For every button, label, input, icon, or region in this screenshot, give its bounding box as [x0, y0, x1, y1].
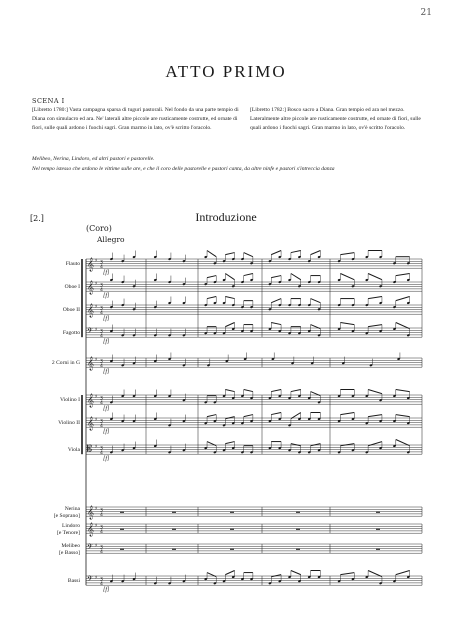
- whole-rest: [230, 549, 234, 550]
- key-signature: ♯: [95, 444, 98, 450]
- note-beam: [225, 253, 234, 255]
- time-signature: 4: [100, 364, 103, 369]
- note-beam: [368, 297, 382, 299]
- note-beam: [340, 444, 354, 446]
- scene-heading: SCENA I: [32, 97, 65, 105]
- time-signature: 3: [100, 446, 103, 452]
- time-signature: 4: [100, 334, 103, 339]
- time-signature: 3: [100, 577, 103, 583]
- note-beam: [207, 415, 216, 417]
- note-beam: [244, 415, 253, 417]
- act-title: ATTO PRIMO: [165, 62, 287, 81]
- instrument-name: Violino I: [59, 397, 80, 403]
- whole-rest: [120, 549, 124, 550]
- note-beam: [396, 571, 410, 575]
- piece-title: Introduzione: [195, 210, 257, 224]
- voice-type: [e Tenore]: [57, 530, 80, 536]
- time-signature: 4: [100, 265, 103, 270]
- key-signature: ♯: [95, 357, 98, 363]
- clef-symbol: 𝄞: [87, 302, 95, 317]
- voice-type: [e Soprano]: [53, 513, 80, 519]
- cast-list: Melibeo, Nerina, Lindoro, ed altri pastori e pastorelle.: [32, 156, 155, 162]
- key-signature: ♯: [95, 417, 98, 423]
- clef-symbol: 𝄞: [87, 355, 95, 370]
- time-signature: 3: [100, 419, 103, 425]
- key-signature: ♯: [95, 543, 98, 549]
- note-beam: [271, 251, 281, 255]
- note-beam: [291, 444, 301, 446]
- whole-rest: [376, 512, 380, 513]
- instrument-name: Lindoro: [61, 523, 80, 529]
- note-beam: [225, 297, 234, 299]
- time-signature: 3: [100, 508, 103, 514]
- instrument-name: Nerina: [64, 506, 80, 512]
- dynamic-forte: [f]: [103, 406, 110, 412]
- note-beam: [244, 390, 253, 392]
- note-beam: [311, 299, 321, 303]
- instrument-name: Bassi: [67, 578, 80, 584]
- instrument-name: Viola: [67, 447, 80, 453]
- note-beam: [368, 325, 382, 327]
- dynamic-forte: [f]: [103, 429, 110, 435]
- key-signature: ♯: [95, 327, 98, 333]
- clef-symbol: 𝄞: [87, 415, 95, 430]
- dynamic-forte: [f]: [103, 316, 110, 322]
- time-signature: 3: [100, 306, 103, 312]
- dynamic-forte: [f]: [103, 270, 110, 276]
- clef-symbol: 𝄞: [87, 279, 95, 294]
- time-signature: 4: [100, 530, 103, 535]
- note-beam: [271, 323, 281, 325]
- note-beam: [225, 390, 234, 392]
- clef-symbol: 𝄢: [87, 543, 93, 554]
- dynamic-forte: [f]: [103, 293, 110, 299]
- time-signature: 3: [100, 396, 103, 402]
- time-signature: 4: [100, 550, 103, 555]
- time-signature: 3: [100, 283, 103, 289]
- note-beam: [244, 253, 253, 257]
- note-beam: [271, 413, 281, 415]
- libretto-1782: [Libretto 1782:] Bosco sacro a Diana. Gran tempio ed ara nel mezzo. Lateralmente altre piccole are rusticamente costrutte, ed ornate di fiori, sulle quali ardono i fuochi sagri. Gran marmo in lato, ov'è scritto l'oracolo.: [250, 107, 421, 131]
- key-signature: ♯: [95, 258, 98, 264]
- time-signature: 4: [100, 451, 103, 456]
- clef-symbol: 𝄞: [87, 392, 95, 407]
- clef-symbol: 𝄢: [87, 575, 93, 586]
- note-beam: [291, 274, 301, 280]
- libretto-1780: [Libretto 1780:] Vasta campagna sparsa di tuguri pastorali. Nel fondo da una parte tempio di Diana con simulacro ed ara. Ne' laterali altre piccole are rusticamente costrutte, ed ornate di fiori, sulle quali ardono i fuochi sagri. Gran marmo in lato, ov'è scritto l'oracolo.: [32, 107, 239, 131]
- instrument-name: 2 Corni in G: [51, 360, 80, 366]
- whole-rest: [376, 549, 380, 550]
- note-beam: [340, 274, 354, 280]
- note-beam: [396, 390, 410, 392]
- whole-rest: [230, 529, 234, 530]
- note-beam: [368, 390, 382, 394]
- stage-direction: Nel tempo istesso che ardono le vittime sulle are, e che il coro delle pastorelle e pastori canta, da altre ninfe e pastori s'intreccia danza: [32, 166, 335, 172]
- time-signature: 4: [100, 401, 103, 406]
- note-beam: [368, 274, 382, 280]
- note-beam: [291, 571, 301, 575]
- number-label: [2.]: [30, 214, 44, 223]
- clef-symbol: 𝄡: [87, 444, 93, 455]
- instrument-name: Melibeo: [61, 543, 80, 549]
- time-signature: 4: [100, 311, 103, 316]
- note-beam: [244, 274, 253, 276]
- note-beam: [340, 323, 354, 325]
- dynamic-forte: [f]: [103, 339, 110, 345]
- note-beam: [271, 575, 281, 577]
- coro-label: (Coro): [86, 224, 112, 233]
- time-signature: 3: [100, 359, 103, 365]
- whole-rest: [172, 512, 176, 513]
- clef-symbol: 𝄞: [87, 256, 95, 271]
- time-signature: 4: [100, 424, 103, 429]
- whole-rest: [296, 512, 300, 513]
- voice-type: [e Basso]: [59, 550, 80, 556]
- whole-rest: [376, 529, 380, 530]
- note-beam: [368, 415, 382, 417]
- key-signature: ♯: [95, 394, 98, 400]
- note-beam: [271, 299, 281, 303]
- note-beam: [340, 253, 354, 255]
- whole-rest: [230, 512, 234, 513]
- whole-rest: [120, 512, 124, 513]
- note-beam: [311, 251, 321, 255]
- instrument-name: Fagotto: [62, 330, 80, 336]
- time-signature: 3: [100, 260, 103, 266]
- note-beam: [207, 297, 216, 299]
- time-signature: 3: [100, 525, 103, 531]
- key-signature: ♯: [95, 281, 98, 287]
- note-beam: [271, 390, 281, 392]
- time-signature: 4: [100, 582, 103, 587]
- whole-rest: [120, 529, 124, 530]
- note-beam: [340, 413, 354, 415]
- whole-rest: [172, 549, 176, 550]
- whole-rest: [172, 529, 176, 530]
- note-beam: [340, 573, 354, 575]
- note-beam: [225, 442, 234, 444]
- instrument-name: Oboe II: [62, 307, 80, 313]
- note-beam: [207, 251, 216, 257]
- note-beam: [396, 297, 410, 301]
- whole-rest: [296, 529, 300, 530]
- time-signature: 3: [100, 329, 103, 335]
- dynamic-forte: [f]: [103, 456, 110, 462]
- clef-symbol: 𝄞: [87, 504, 95, 519]
- instrument-name: Violino II: [58, 420, 80, 426]
- note-beam: [271, 276, 281, 278]
- key-signature: ♯: [95, 523, 98, 529]
- clef-symbol: 𝄢: [87, 327, 93, 338]
- note-beam: [291, 251, 301, 253]
- note-beam: [396, 274, 410, 276]
- key-signature: ♯: [95, 575, 98, 581]
- dynamic-forte: [f]: [103, 369, 110, 375]
- note-beam: [225, 571, 234, 575]
- key-signature: ♯: [95, 304, 98, 310]
- note-beam: [225, 417, 234, 419]
- time-signature: 4: [100, 288, 103, 293]
- whole-rest: [296, 549, 300, 550]
- time-signature: 3: [100, 545, 103, 551]
- page-number: 21: [420, 8, 432, 18]
- instrument-name: Oboe I: [64, 284, 80, 290]
- tempo-marking: Allegro: [97, 235, 125, 244]
- time-signature: 4: [100, 513, 103, 518]
- note-beam: [225, 274, 234, 280]
- note-beam: [396, 415, 410, 417]
- dynamic-forte: [f]: [103, 587, 110, 593]
- instrument-name: Flauto: [65, 261, 80, 267]
- note-beam: [225, 323, 234, 327]
- note-beam: [311, 444, 321, 446]
- key-signature: ♯: [95, 506, 98, 512]
- note-beam: [207, 276, 216, 278]
- clef-symbol: 𝄞: [87, 521, 95, 536]
- note-beam: [291, 390, 301, 392]
